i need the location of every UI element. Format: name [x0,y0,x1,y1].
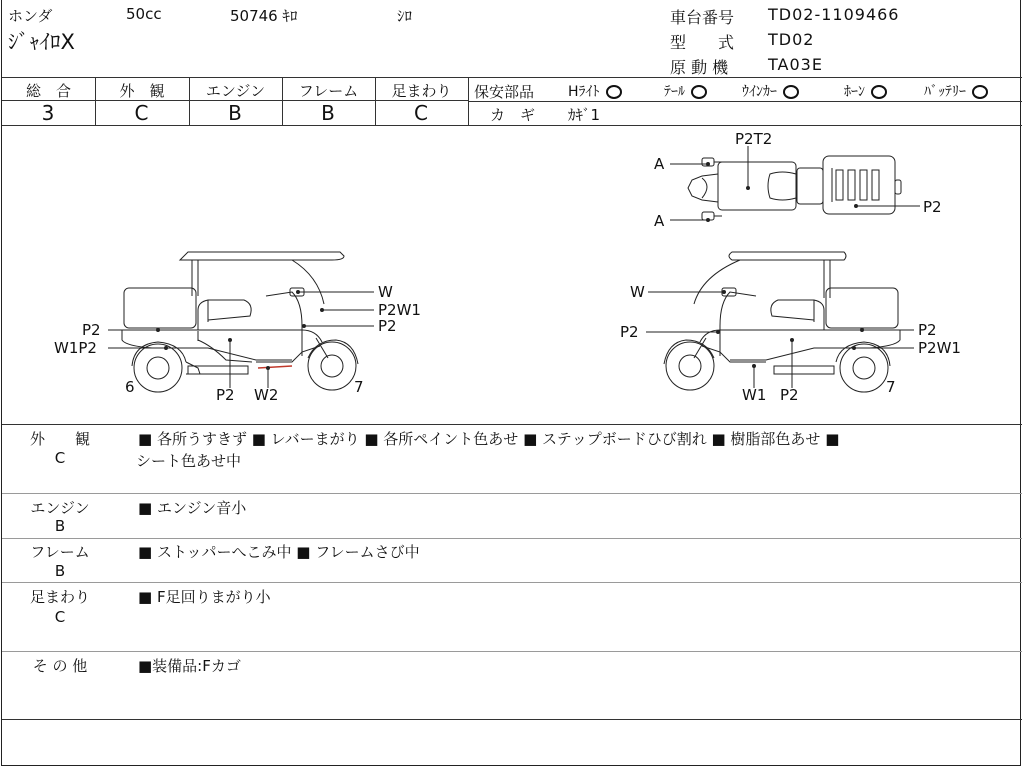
inspection-sheet [1,0,1021,766]
divider [2,424,1022,425]
type-value: TD02 [768,30,815,49]
grade-exterior: C [134,101,150,125]
frame-no: TD02-1109466 [768,5,900,24]
safety-label: 保安部品 [474,83,535,101]
diagram-label: P2 [378,317,397,335]
remark-label-frame: フレーム [30,543,90,561]
remark-text-exterior: シート色あせ中 [136,452,242,470]
key-label: カ ギ [490,106,536,124]
safety-item-label: ｳｲﾝｶｰ [742,84,777,100]
remark-label-suspension: 足まわり [29,588,90,606]
safety-item-label: ﾊﾞｯﾃﾘｰ [924,84,966,100]
ok-circle-icon [783,85,799,99]
remark-label-exterior: 外 観 [29,430,90,448]
key-value: ｶｷﾞ1 [568,106,601,124]
safety-item-tail [664,81,707,101]
grade-frame: B [321,101,336,125]
remark-grade-engine: B [54,517,66,535]
diagram-label: W1P2 [54,339,97,357]
safety-item-headlight [568,81,622,101]
diagram-label: P2 [923,198,942,216]
displacement: 50cc [126,5,162,23]
scooter-top-view [688,156,901,220]
grade-suspension: C [414,101,429,125]
safety-item-label: Hﾗｲﾄ [568,84,600,100]
grade-header-frame: フレーム [298,82,359,100]
diagram-label: W2 [254,386,279,404]
safety-item-battery [924,81,988,101]
maker: ホンダ [8,7,53,25]
diagram-label: P2 [82,321,101,339]
diagram-label: 6 [125,378,135,396]
grade-overall: 3 [41,101,56,125]
ok-circle-icon [871,85,887,99]
grade-engine: B [228,101,243,125]
diagram-label: A [654,212,665,230]
remark-grade-frame: B [54,562,66,580]
remark-text-exterior: ■ 各所うすきず ■ レバーまがり ■ 各所ペイント色あせ ■ ステップボードひび割れ ■ 樹脂部色あせ ■ [138,430,840,448]
safety-item-label: ﾃｰﾙ [664,84,685,100]
scooter-right-view [664,252,900,392]
diagram-label: A [654,155,665,173]
damage-mark [258,366,292,368]
remark-text-suspension: ■ F足回りまがり小 [138,588,271,606]
remark-text-frame: ■ ストッパーへこみ中 ■ フレームさび中 [138,543,420,561]
divider [468,101,1022,102]
safety-item-horn [844,81,887,101]
remark-text-engine: ■ エンジン音小 [138,499,247,517]
damage-diagram [2,126,1022,424]
diagram-label: P2W1 [918,339,961,357]
divider [2,719,1022,720]
safety-item-winker [742,81,799,101]
remark-grade-suspension: C [54,608,66,626]
diagram-label: 7 [354,378,364,396]
diagram-label: W [630,283,645,301]
type-label: 型 式 [670,33,735,52]
diagram-label: P2 [780,386,799,404]
engine-label: 原 動 機 [670,58,729,77]
divider [2,493,1022,494]
grade-header-overall: 総 合 [25,82,71,100]
divider [2,582,1022,583]
color: ｼﾛ [397,7,413,25]
grade-header-engine: エンジン [205,82,266,100]
diagram-label: P2T2 [735,130,773,148]
grade-header-exterior: 外 観 [119,82,165,100]
ok-circle-icon [972,85,988,99]
mileage: 50746 ｷﾛ [230,7,298,25]
diagram-label: W1 [742,386,767,404]
diagram-label: P2 [216,386,235,404]
engine-value: TA03E [768,55,823,74]
divider [2,77,1022,78]
remark-text-other: ■装備品:Fカゴ [138,657,241,675]
ok-circle-icon [691,85,707,99]
grade-header-suspension: 足まわり [391,82,452,100]
diagram-label: 7 [886,378,896,396]
diagram-label: P2W1 [378,301,421,319]
diagram-label: W [378,283,393,301]
remark-grade-exterior: C [54,449,66,467]
remark-label-engine: エンジン [30,499,90,517]
divider [2,538,1022,539]
model-name: ｼﾞｬｲﾛX [8,30,75,54]
ok-circle-icon [606,85,622,99]
diagram-label: P2 [620,323,639,341]
divider [2,651,1022,652]
diagram-label: P2 [918,321,937,339]
scooter-left-view [122,252,358,392]
remark-label-other: そ の 他 [32,657,88,675]
safety-item-label: ﾎｰﾝ [844,84,865,100]
frame-no-label: 車台番号 [670,8,735,27]
